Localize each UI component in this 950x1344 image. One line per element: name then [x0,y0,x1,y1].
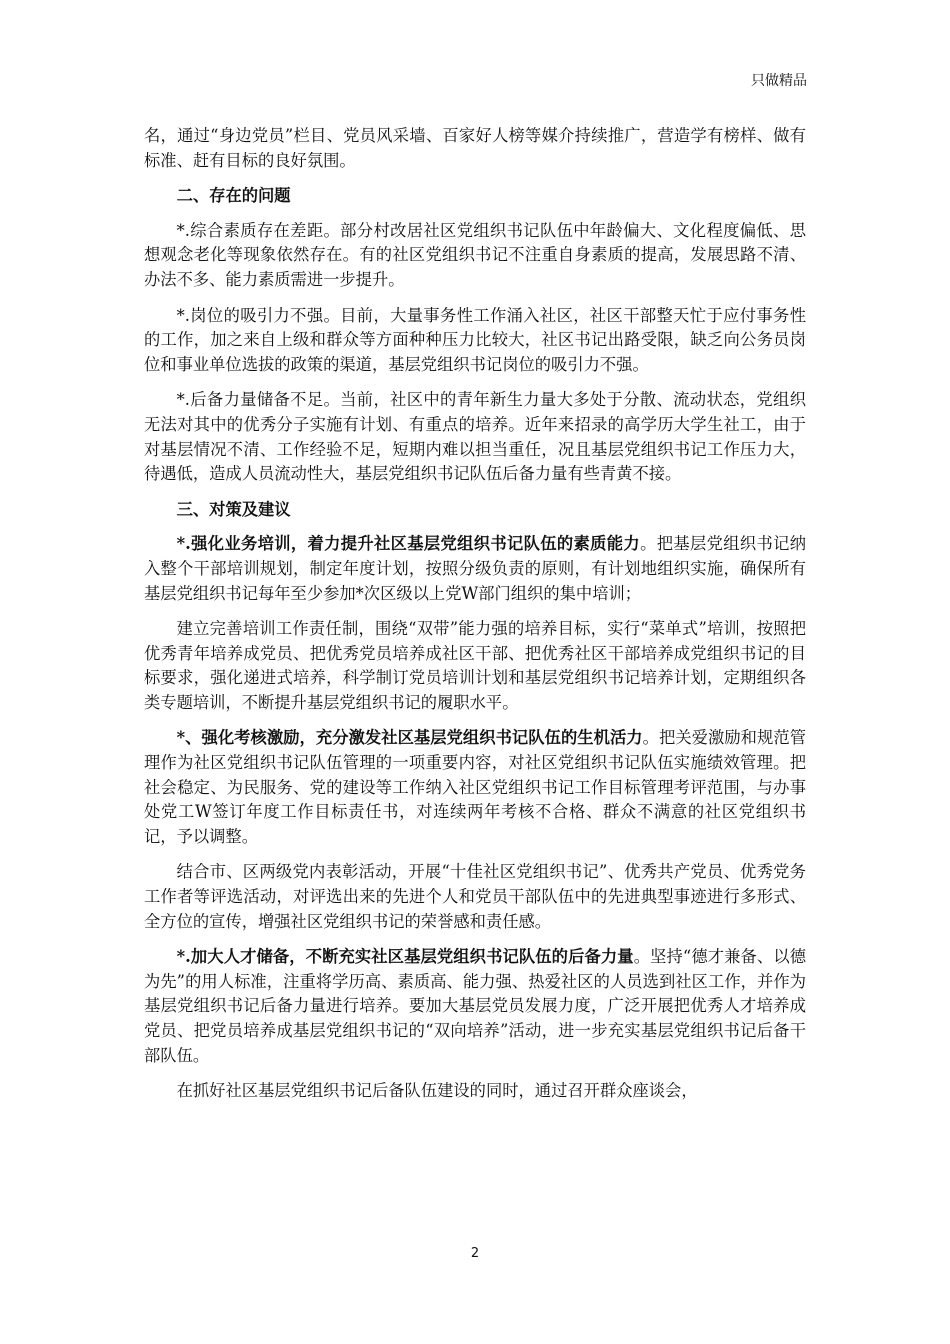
paragraph-post-attraction: *.岗位的吸引力不强。目前，大量事务性工作涌入社区，社区干部整天忙于应付事务性的工作，加之来自上级和群众等方面种种压力比较大，社区书记出路受限，缺乏向公务员岗位和事业单位选拔的政策的渠道，基层党组织书记岗位的吸引力不强。 [144,305,806,374]
section-heading-problems: 二、存在的问题 [176,186,291,206]
paragraph-training-responsibility: 建立完善培训工作责任制，围绕“双带”能力强的培养目标，实行“菜单式”培训，按照把优秀青年培养成党员、把优秀党员培养成社区干部、把优秀社区干部培养成党组织书记的目标要求，强化递进式培养，科学制订党员培训计划和基层党组织书记培养计划，定期组织各类专题培训，不断提升基层党组织书记的履职水平。 [144,619,806,712]
paragraph-talent-reserve-body: 。坚持“德才兼备、以德为先”的用人标准，注重将学历高、素质高、能力强、热爱社区的人员选到社区工作，并作为基层党组织书记后备力量进行培养。要加大基层党员发展力度，广泛开展把优秀人才培养成党员、把党员培养成基层党组织书记的“双向培养”活动，进一步充实基层党组织书记后备干部队伍。 [144,947,807,1065]
paragraph-assessment [144,726,806,849]
paragraph-talent-reserve [144,945,806,1068]
paragraph-training-body: 。把基层党组织书记纳入整个干部培训规划，制定年度计划，按照分级负责的原则，有计划地组织实施，确保所有基层党组织书记每年至少参加*次区级以上党W部门组织的集中培训； [144,534,806,603]
paragraph-reserve-shortage: *.后备力量储备不足。当前，社区中的青年新生力量大多处于分散、流动状态，党组织无法对其中的优秀分子实施有计划、有重点的培养。近年来招录的高学历大学生社工，由于对基层情况不清、工作经验不足，短期内难以担当重任，况且基层党组织书记工作压力大，待遇低，造成人员流动性大，基层党组织书记队伍后备力量有些青黄不接。 [144,390,806,484]
paragraph-commendation: 结合市、区两级党内表彰活动，开展“十佳社区党组织书记”、优秀共产党员、优秀党务工作者等评选活动，对评选出来的先进个人和党员干部队伍中的先进典型事迹进行多形式、全方位的宣传，增强社区党组织书记的荣誉感和责任感。 [144,862,806,931]
page-number: 2 [470,1246,480,1261]
paragraph-talent-reserve-lead: *.加大人才储备，不断充实社区基层党组织书记队伍的后备力量 [176,947,634,967]
page-header: 只做精品 [751,73,807,89]
paragraph-assessment-lead: *、强化考核激励，充分激发社区基层党组织书记队伍的生机活力 [176,728,643,748]
paragraph-training-lead: *.强化业务培训，着力提升社区基层党组织书记队伍的素质能力 [176,534,641,554]
document-body [144,124,806,1115]
paragraph-final: 在抓好社区基层党组织书记后备队伍建设的同时，通过召开群众座谈会， [176,1081,698,1101]
paragraph-assessment-body: 。把关爱激励和规范管理作为社区党组织书记队伍管理的一项重要内容，对社区党组织书记队伍实施绩效管理。把社会稳定、为民服务、党的建设等工作纳入社区党组织书记工作目标管理考评范围，与办事处党工W签订年度工作目标责任书，对连续两年考核不合格、群众不满意的社区党组织书记，予以调整。 [144,728,806,846]
section-heading-countermeasures: 三、对策及建议 [176,499,291,519]
paragraph-training [144,532,806,606]
paragraph-quality-gap: *.综合素质存在差距。部分村改居社区党组织书记队伍中年龄偏大、文化程度偏低、思想观念老化等现象依然存在。有的社区党组织书记不注重自身素质的提高，发展思路不清、办法不多、能力素质需进一步提升。 [144,220,806,289]
paragraph-continuation: 名，通过“身边党员”栏目、党员风采墙、百家好人榜等媒介持续推广，营造学有榜样、做有标准、赶有目标的良好氛围。 [144,126,806,170]
